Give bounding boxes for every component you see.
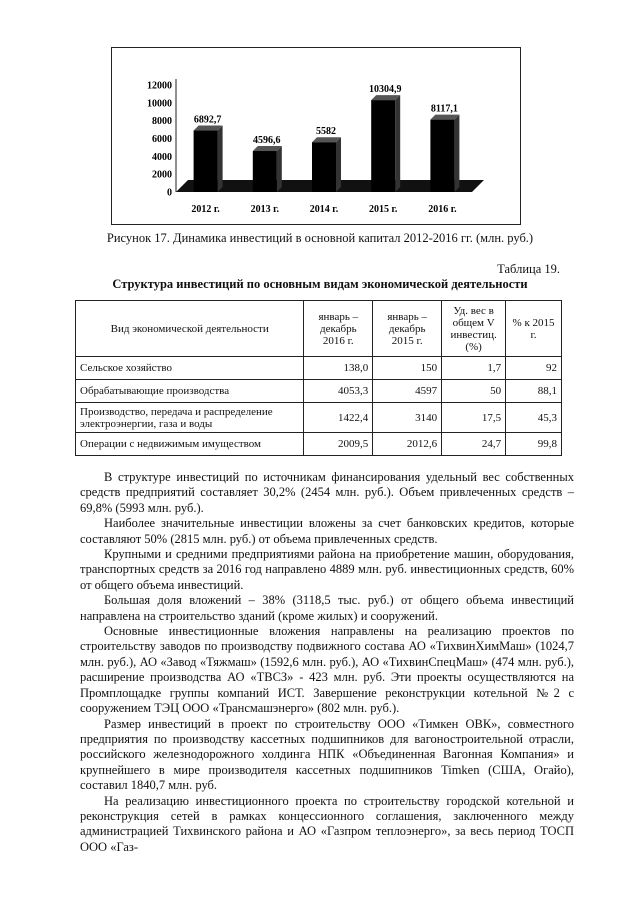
x-tick-label: 2015 г. bbox=[368, 204, 398, 215]
x-tick-label: 2013 г. bbox=[250, 204, 280, 215]
header-share: Уд. вес в общем V инвестиц. (%) bbox=[442, 301, 506, 357]
cell-share: 50 bbox=[442, 380, 506, 403]
header-activity: Вид экономической деятельности bbox=[76, 301, 304, 357]
table-row bbox=[76, 357, 562, 380]
data-label: 8117,1 bbox=[430, 103, 458, 115]
investment-chart bbox=[111, 47, 521, 225]
cell-2016: 138,0 bbox=[304, 357, 373, 380]
paragraph: На реализацию инвестиционного проекта по строительству городской котельной и реконструкция сетей в рамках концессионного соглашения, заключенного между администрацией Тихвинского района и АО «Газпром теплоэнерго», за весь период ТОСП ООО «Газ- bbox=[80, 793, 574, 854]
cell-2016: 1422,4 bbox=[304, 403, 373, 433]
cell-percent: 92 bbox=[506, 357, 562, 380]
chart-svg bbox=[112, 48, 520, 224]
bar-top bbox=[312, 137, 341, 142]
cell-percent: 88,1 bbox=[506, 380, 562, 403]
investment-structure-table bbox=[75, 300, 562, 456]
y-tick-label: 2000 bbox=[152, 169, 172, 181]
y-tick-label: 4000 bbox=[152, 151, 172, 163]
bar-side bbox=[454, 115, 459, 192]
cell-2015: 4597 bbox=[373, 380, 442, 403]
table-row bbox=[76, 433, 562, 456]
bar-side bbox=[336, 137, 341, 192]
cell-share: 1,7 bbox=[442, 357, 506, 380]
cell-percent: 99,8 bbox=[506, 433, 562, 456]
y-tick-label: 10000 bbox=[147, 98, 172, 110]
cell-2016: 4053,3 bbox=[304, 380, 373, 403]
bar bbox=[194, 131, 218, 192]
cell-2016: 2009,5 bbox=[304, 433, 373, 456]
table-row bbox=[76, 380, 562, 403]
y-tick-label: 0 bbox=[167, 187, 172, 199]
data-label: 6892,7 bbox=[193, 114, 222, 126]
paragraph: Крупными и средними предприятиями района на приобретение машин, оборудования, транспортных средств за 2016 год направлено 4889 млн. руб. инвестиционных средств, 60% от общего объема инвестиций. bbox=[80, 547, 574, 592]
cell-share: 24,7 bbox=[442, 433, 506, 456]
paragraph: В структуре инвестиций по источникам финансирования удельный вес собственных средств предприятий составляет 30,2% (2454 млн. руб.). Объем привлеченных средств – 69,8% (5993 млн. руб.). bbox=[80, 470, 574, 515]
y-tick-label: 12000 bbox=[147, 80, 172, 92]
bar-top bbox=[253, 146, 282, 151]
cell-activity: Операции с недвижимым имуществом bbox=[76, 433, 304, 456]
bar-side bbox=[395, 95, 400, 192]
table-title: Структура инвестиций по основным видам экономической деятельности bbox=[112, 277, 528, 291]
cell-activity: Производство, передача и распределение электроэнергии, газа и воды bbox=[76, 403, 304, 433]
bar-top bbox=[371, 95, 400, 100]
data-label: 10304,9 bbox=[368, 84, 402, 96]
cell-activity: Обрабатывающие производства bbox=[76, 380, 304, 403]
cell-2015: 2012,6 bbox=[373, 433, 442, 456]
header-2016: январь – декабрь 2016 г. bbox=[304, 301, 373, 357]
bar bbox=[371, 100, 395, 192]
data-label: 5582 bbox=[316, 126, 336, 138]
bar-side bbox=[277, 146, 282, 192]
header-2015: январь – декабрь 2015 г. bbox=[373, 301, 442, 357]
cell-share: 17,5 bbox=[442, 403, 506, 433]
bar-top bbox=[194, 126, 223, 131]
bar-top bbox=[430, 115, 459, 120]
data-label: 4596,6 bbox=[253, 135, 281, 147]
y-tick-label: 6000 bbox=[152, 134, 172, 145]
figure-caption: Рисунок 17. Динамика инвестиций в основной капитал 2012-2016 гг. (млн. руб.) bbox=[106, 231, 534, 245]
cell-2015: 150 bbox=[373, 357, 442, 380]
x-tick-label: 2016 г. bbox=[428, 204, 457, 215]
paragraph: Основные инвестиционные вложения направлены на реализацию проектов по строительству заводов по производству подвижного состава АО «ТихвинХимМаш» (1024,7 млн. руб.), АО «Завод «Тяжмаш» (1592,6 млн. руб.), АО «ТихвинСпецМаш» (474 млн. руб.), расширение производства АО «ТВСЗ» - 423 млн. руб. Эти проекты осуществляются на Промплощадке группы компаний ИСТ. Завершение реконструкции котельной №2 с сооружением ТЭЦ ООО «Трансмашэнерго» (802 млн. руб.). bbox=[80, 624, 574, 716]
paragraph: Наиболее значительные инвестиции вложены за счет банковских кредитов, которые составляют 50% (2815 млн. руб.) от объема привлеченных средств. bbox=[80, 516, 574, 546]
paragraph: Большая доля вложений – 38% (3118,5 тыс. руб.) от общего объема инвестиций направлена на строительство зданий (кроме жилых) и сооружений. bbox=[80, 593, 574, 623]
header-percent: % к 2015 г. bbox=[506, 301, 562, 357]
x-tick-label: 2014 г. bbox=[309, 204, 339, 215]
x-tick-label: 2012 г. bbox=[191, 204, 220, 215]
y-tick-label: 8000 bbox=[152, 116, 172, 128]
paragraph: Размер инвестиций в проект по строительству ООО «Тимкен ОВК», совместного предприятия по производству кассетных подшипников для вагоностроительной отрасли, российского железнодорожного холдинга НПК «Объединенная Вагонная Компания» и крупнейшего в мире производителя кассетных подшипников Timken (США, Огайо), составил 1840,7 млн. руб. bbox=[80, 716, 574, 793]
bar bbox=[430, 120, 454, 192]
cell-activity: Сельское хозяйство bbox=[76, 357, 304, 380]
bar bbox=[253, 151, 277, 192]
bar bbox=[312, 142, 336, 192]
table-row bbox=[76, 403, 562, 433]
bar-side bbox=[218, 126, 223, 192]
table-header-row bbox=[76, 301, 562, 357]
cell-2015: 3140 bbox=[373, 403, 442, 433]
cell-percent: 45,3 bbox=[506, 403, 562, 433]
body-text bbox=[80, 470, 574, 855]
table-number: Таблица 19. bbox=[497, 262, 560, 276]
